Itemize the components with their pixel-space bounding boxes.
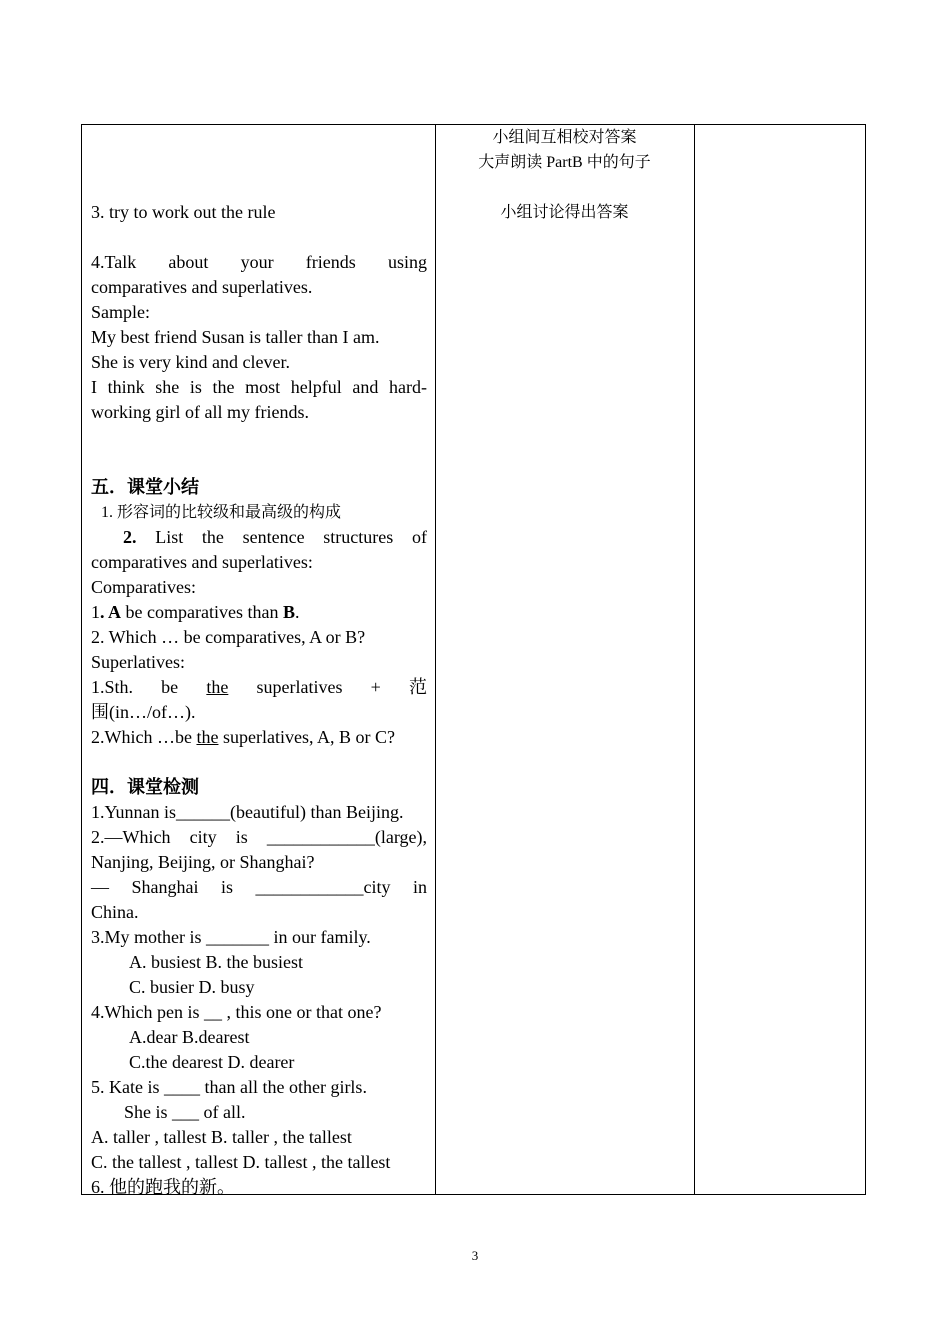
text-line [91, 725, 427, 750]
text-line: 大声朗读 PartB 中的句子 [478, 154, 651, 171]
column-divider [435, 125, 436, 1194]
text-line: My best friend Susan is taller than I am. [91, 327, 380, 347]
text-line: 1. 形容词的比较级和最高级的构成 [101, 504, 342, 521]
text-line: 围(in…/of…). [91, 702, 196, 722]
section-heading: 五．课堂小结 [91, 477, 199, 497]
text-span: . [294, 602, 300, 622]
text-line: 小组讨论得出答案 [500, 204, 629, 221]
text-line: A.dear B.dearest [129, 1027, 250, 1047]
text-line: Comparatives: [91, 577, 196, 597]
text-line: — Shanghai is ____________city in [91, 877, 427, 897]
text-line: China. [91, 902, 139, 922]
text-line: 2.—Which city is ____________(large), [91, 827, 427, 847]
text-line: A. busiest B. the busiest [129, 952, 303, 972]
lesson-table [81, 124, 866, 1195]
text-line [91, 525, 427, 550]
text-line: comparatives and superlatives: [91, 552, 313, 572]
text-line: Sample: [91, 302, 150, 322]
text-line: 3.My mother is _______ in our family. [91, 927, 371, 947]
text-line: A. taller , tallest B. taller , the tallest [91, 1127, 352, 1147]
text-line: 4.Which pen is __ , this one or that one? [91, 1002, 382, 1022]
text-line: 4.Talk about your friends using [91, 252, 427, 272]
text-line: She is very kind and clever. [91, 352, 290, 372]
text-span: the [196, 727, 219, 747]
text-span: be comparatives than [121, 602, 283, 622]
text-line: C. busier D. busy [129, 977, 255, 997]
text-span: the [206, 677, 229, 697]
column-divider [694, 125, 695, 1194]
text-line: working girl of all my friends. [91, 402, 309, 422]
text-span: 1.Sth. be [91, 677, 207, 697]
text-span: 2.Which …be [91, 727, 197, 747]
list-number: 2. [123, 527, 137, 547]
text-line: C.the dearest D. dearer [129, 1052, 295, 1072]
text-line: 小组间互相校对答案 [492, 129, 637, 146]
text-span: List the sentence structures of [136, 527, 427, 547]
text-line: comparatives and superlatives. [91, 277, 313, 297]
text-line: 1.Yunnan is______(beautiful) than Beijing. [91, 802, 404, 822]
teaching-content-column [91, 125, 427, 1200]
text-line: 3. try to work out the rule [91, 202, 276, 222]
student-activity-column [435, 125, 694, 225]
text-span: 1 [91, 602, 100, 622]
text-line: C. the tallest , tallest D. tallest , the tallest [91, 1152, 391, 1172]
text-span: . A [100, 602, 122, 622]
text-line: 6. 他的跑我的新。 [91, 1177, 235, 1197]
text-span: superlatives + 范 [228, 677, 427, 697]
text-line [91, 600, 427, 625]
text-line: 5. Kate is ____ than all the other girls. [91, 1077, 367, 1097]
page-number: 3 [471, 1248, 479, 1263]
text-line: 2. Which … be comparatives, A or B? [91, 627, 366, 647]
text-span: superlatives, A, B or C? [218, 727, 395, 747]
text-line: I think she is the most helpful and hard- [91, 377, 427, 397]
text-line [91, 675, 427, 700]
text-line: Nanjing, Beijing, or Shanghai? [91, 852, 315, 872]
section-heading: 四．课堂检测 [91, 777, 199, 797]
text-line: She is ___ of all. [124, 1102, 246, 1122]
text-line: Superlatives: [91, 652, 185, 672]
text-span: B [282, 602, 295, 622]
